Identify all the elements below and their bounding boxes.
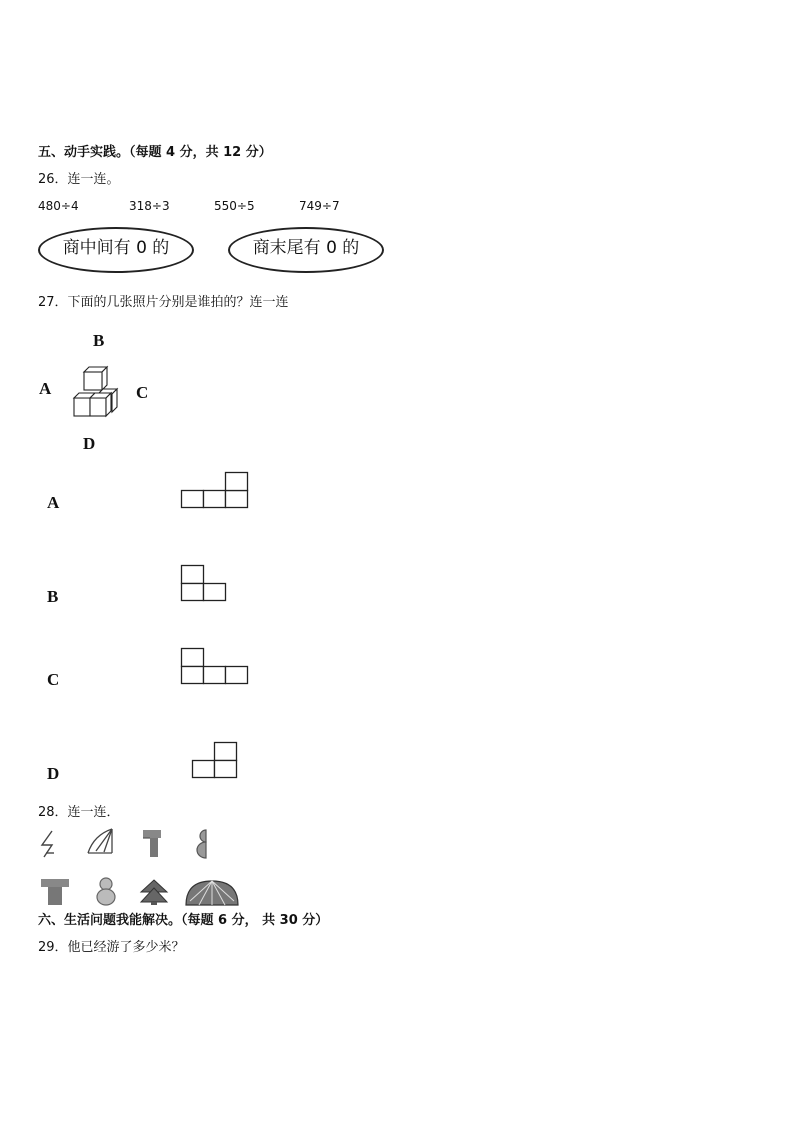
expression-480-div-4: 480÷4 <box>38 199 79 213</box>
stool-icon[interactable] <box>40 878 70 906</box>
direction-label-b: B <box>93 331 105 350</box>
question-28-prompt: 28．连一连． <box>38 805 120 820</box>
snowman-icon[interactable] <box>95 876 117 906</box>
expression-550-div-5: 550÷5 <box>214 199 255 213</box>
expression-318-div-3: 318÷3 <box>129 199 170 213</box>
view-shape-a[interactable] <box>181 472 249 509</box>
question-26-prompt: 26．连一连。 <box>38 172 120 187</box>
view-label-d: D <box>47 764 60 783</box>
oval-quotient-middle-zero[interactable] <box>38 227 194 273</box>
oval-label: 商末尾有 0 的 <box>252 238 360 258</box>
section-six-title: 六、生活问题我能解决。（每题 6 分， 共 30 分） <box>38 913 329 928</box>
view-label-a: A <box>47 493 60 512</box>
view-shape-b[interactable] <box>181 565 227 602</box>
half-snowman-icon[interactable] <box>194 828 212 860</box>
view-shape-d[interactable] <box>192 742 238 779</box>
half-lightning-icon[interactable] <box>38 829 60 859</box>
question-27-prompt: 27．下面的几张照片分别是谁拍的？连一连 <box>38 295 289 310</box>
direction-label-a: A <box>39 379 52 398</box>
oval-label: 商中间有 0 的 <box>62 238 170 258</box>
oval-quotient-end-zero[interactable] <box>228 227 384 273</box>
section-five-title: 五、动手实践。（每题 4 分，共 12 分） <box>38 145 272 160</box>
question-29-prompt: 29．他已经游了多少米？ <box>38 940 185 955</box>
half-umbrella-icon[interactable] <box>86 827 116 857</box>
half-stool-icon[interactable] <box>142 829 162 859</box>
view-label-c: C <box>47 670 60 689</box>
direction-label-d: D <box>83 434 96 453</box>
tree-icon[interactable] <box>139 878 169 906</box>
expression-749-div-7: 749÷7 <box>299 199 340 213</box>
umbrella-icon[interactable] <box>184 879 240 907</box>
view-label-b: B <box>47 587 59 606</box>
cube-stack-figure <box>70 364 122 420</box>
direction-label-c: C <box>136 383 149 402</box>
view-shape-c[interactable] <box>181 648 250 685</box>
